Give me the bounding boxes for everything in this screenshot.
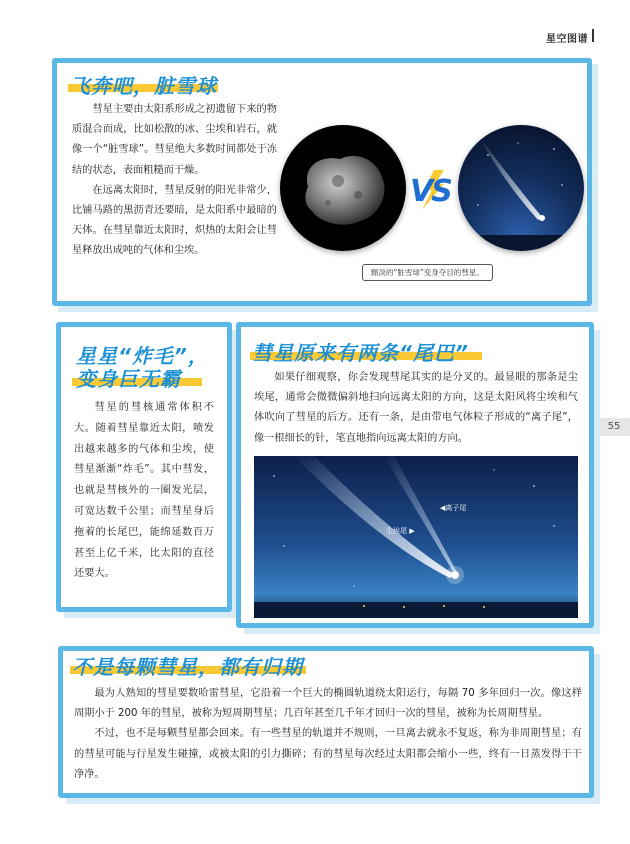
section2-title-line2: 变身巨无霸 (76, 367, 181, 391)
ion-tail-label: ◀离子尾 (440, 504, 467, 512)
section1-caption: 黯淡的“脏雪球”变身夺目的彗星。 (362, 264, 493, 281)
series-title: 星空图谱 (546, 34, 588, 45)
section2-paragraph: 彗星的彗核通常体积不大。随着彗星靠近太阳，喷发出越来越多的气体和尘埃，使彗星渐渐“炸毛”。其中彗发，也就是彗核外的一圈发光层，可宽达数千公里；而彗星身后拖着的长尾巴，能绵延数百万甚至上亿千米，比太阳的直径还要大。 (74, 402, 214, 580)
section4-paragraph: 最为人熟知的彗星要数哈雷彗星，它沿着一个巨大的椭圆轨道绕太阳运行，每隔 70 多年回归一次。像这样周期小于 200 年的彗星，被称为短周期彗星；几百年甚至几千年才回归一次的彗星，被称为长周期彗星。 (74, 688, 582, 720)
comet-photo-circle (458, 125, 584, 251)
section1-paragraph: 在远离太阳时，彗星反射的阳光非常少，比铺马路的黑沥青还要暗，是太阳系中最暗的天体。在彗星靠近太阳时，炽热的太阳会让彗星释放出成吨的气体和尘埃。 (72, 184, 277, 257)
header-divider (592, 29, 594, 42)
page-number: 55 (598, 418, 630, 436)
section3-title: 彗星原来有两条“尾巴” (252, 341, 469, 365)
vs-badge (404, 168, 460, 212)
section3-body (254, 368, 578, 449)
section4-paragraph: 不过，也不是每颗彗星都会回来。有一些彗星的轨道并不规则，一旦离去就永不复返，称为非周期彗星；有的彗星可能与行星发生碰撞，或被太阳的引力撕碎；有的彗星每次经过太阳都会缩小一些，终有一日蒸发得干干净净。 (74, 728, 582, 780)
section2-title-line1: 星星“炸毛”， (76, 344, 209, 368)
dust-tail-label: 尘埃尾 ▶ (386, 527, 415, 535)
section1-paragraph: 彗星主要由太阳系形成之初遗留下来的物质混合而成，比如松散的冰、尘埃和岩石，就像一个“脏雪球”。彗星绝大多数时间都处于冻结的状态，表面粗糙而干燥。 (72, 104, 277, 176)
dirty-snowball-photo (280, 125, 406, 251)
section1-body (72, 100, 277, 262)
section2-body (74, 398, 214, 585)
section4-title: 不是每颗彗星，都有归期 (72, 655, 303, 679)
vs-label: VS (410, 174, 451, 209)
section1-title: 飞奔吧，脏雪球 (70, 74, 217, 98)
section4-body (74, 684, 582, 785)
section3-paragraph: 如果仔细观察，你会发现彗尾其实的是分叉的。最显眼的那条是尘埃尾，通常会微微偏斜地扫向远离太阳的方向，这是太阳风将尘埃和气体吹向了彗星的后方。还有一条，是由带电气体粒子形成的“离子尾”，像一根细长的针，笔直地指向远离太阳的方向。 (254, 372, 578, 444)
comet-tails-photo (254, 456, 578, 618)
